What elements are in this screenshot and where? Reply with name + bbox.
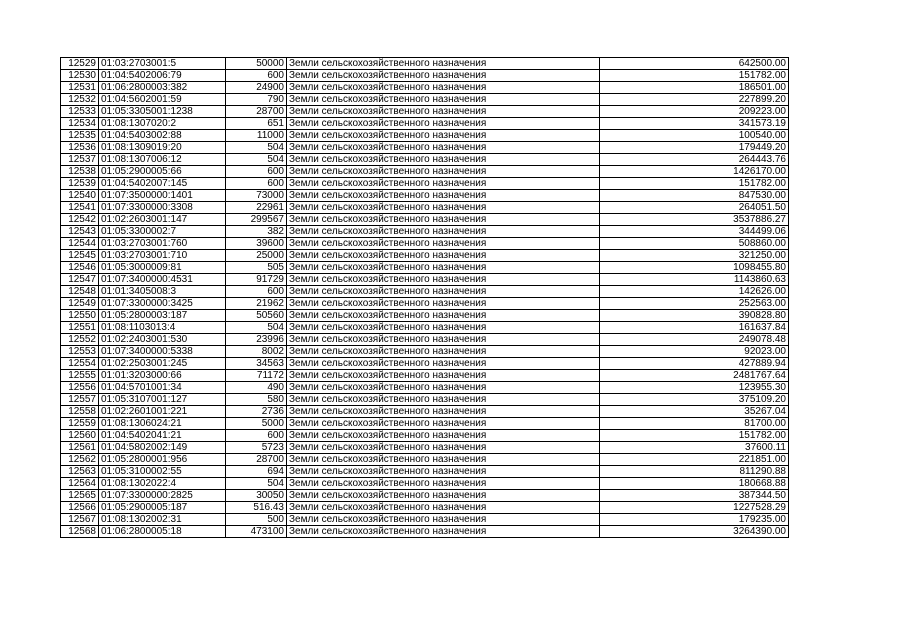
cadastral-number: 01:02:2403001:530 xyxy=(99,334,226,346)
record-number: 12560 xyxy=(61,430,99,442)
land-category: Земли сельскохозяйственного назначения xyxy=(287,250,600,262)
area-cell: 651 xyxy=(226,118,287,130)
record-number: 12552 xyxy=(61,334,99,346)
cadastral-number: 01:05:3000009:81 xyxy=(99,262,226,274)
area-cell: 504 xyxy=(226,154,287,166)
cadastral-value: 811290.88 xyxy=(600,466,789,478)
cadastral-value: 179449.20 xyxy=(600,142,789,154)
cadastral-number: 01:06:2800005:18 xyxy=(99,526,226,538)
cadastral-number: 01:06:2800003:382 xyxy=(99,82,226,94)
land-category: Земли сельскохозяйственного назначения xyxy=(287,202,600,214)
table-row xyxy=(61,70,789,82)
land-category: Земли сельскохозяйственного назначения xyxy=(287,130,600,142)
cadastral-number: 01:04:5802002:149 xyxy=(99,442,226,454)
record-number: 12568 xyxy=(61,526,99,538)
area-cell: 8002 xyxy=(226,346,287,358)
cadastral-value: 1098455.80 xyxy=(600,262,789,274)
table-row xyxy=(61,514,789,526)
area-cell: 21962 xyxy=(226,298,287,310)
cadastral-value: 161637.84 xyxy=(600,322,789,334)
record-number: 12563 xyxy=(61,466,99,478)
cadastral-number: 01:04:5403002:88 xyxy=(99,130,226,142)
land-category: Земли сельскохозяйственного назначения xyxy=(287,466,600,478)
record-number: 12532 xyxy=(61,94,99,106)
land-category: Земли сельскохозяйственного назначения xyxy=(287,370,600,382)
area-cell: 500 xyxy=(226,514,287,526)
land-category: Земли сельскохозяйственного назначения xyxy=(287,502,600,514)
area-cell: 73000 xyxy=(226,190,287,202)
table-row xyxy=(61,394,789,406)
area-cell: 600 xyxy=(226,178,287,190)
cadastral-number: 01:08:1307006:12 xyxy=(99,154,226,166)
record-number: 12540 xyxy=(61,190,99,202)
land-category: Земли сельскохозяйственного назначения xyxy=(287,274,600,286)
land-category: Земли сельскохозяйственного назначения xyxy=(287,514,600,526)
area-cell: 30050 xyxy=(226,490,287,502)
cadastral-number: 01:07:3300000:3425 xyxy=(99,298,226,310)
land-category: Земли сельскохозяйственного назначения xyxy=(287,166,600,178)
record-number: 12554 xyxy=(61,358,99,370)
table-row xyxy=(61,490,789,502)
record-number: 12544 xyxy=(61,238,99,250)
table-row xyxy=(61,322,789,334)
table-row xyxy=(61,382,789,394)
area-cell: 23996 xyxy=(226,334,287,346)
record-number: 12534 xyxy=(61,118,99,130)
table-row xyxy=(61,274,789,286)
cadastral-number: 01:01:3203000:66 xyxy=(99,370,226,382)
cadastral-value: 151782.00 xyxy=(600,430,789,442)
table-row xyxy=(61,478,789,490)
table-row xyxy=(61,358,789,370)
land-category: Земли сельскохозяйственного назначения xyxy=(287,214,600,226)
record-number: 12566 xyxy=(61,502,99,514)
cadastral-value: 321250.00 xyxy=(600,250,789,262)
record-number: 12549 xyxy=(61,298,99,310)
area-cell: 790 xyxy=(226,94,287,106)
record-number: 12537 xyxy=(61,154,99,166)
cadastral-value: 1143860.63 xyxy=(600,274,789,286)
record-number: 12553 xyxy=(61,346,99,358)
cadastral-value: 1227528.29 xyxy=(600,502,789,514)
land-category: Земли сельскохозяйственного назначения xyxy=(287,322,600,334)
cadastral-value: 375109.20 xyxy=(600,394,789,406)
table-row xyxy=(61,334,789,346)
record-number: 12558 xyxy=(61,406,99,418)
area-cell: 505 xyxy=(226,262,287,274)
cadastral-value: 186501.00 xyxy=(600,82,789,94)
table-row xyxy=(61,406,789,418)
area-cell: 600 xyxy=(226,70,287,82)
area-cell: 39600 xyxy=(226,238,287,250)
area-cell: 473100 xyxy=(226,526,287,538)
table-row xyxy=(61,262,789,274)
land-category: Земли сельскохозяйственного назначения xyxy=(287,298,600,310)
cadastral-number: 01:05:2900005:187 xyxy=(99,502,226,514)
land-category: Земли сельскохозяйственного назначения xyxy=(287,94,600,106)
area-cell: 600 xyxy=(226,430,287,442)
record-number: 12530 xyxy=(61,70,99,82)
cadastral-value: 847530.00 xyxy=(600,190,789,202)
land-category: Земли сельскохозяйственного назначения xyxy=(287,154,600,166)
cadastral-value: 179235.00 xyxy=(600,514,789,526)
cadastral-value: 264051.50 xyxy=(600,202,789,214)
cadastral-value: 3537886.27 xyxy=(600,214,789,226)
land-category: Земли сельскохозяйственного назначения xyxy=(287,418,600,430)
table-row xyxy=(61,466,789,478)
cadastral-value: 81700.00 xyxy=(600,418,789,430)
land-category: Земли сельскохозяйственного назначения xyxy=(287,70,600,82)
area-cell: 516.43 xyxy=(226,502,287,514)
cadastral-number: 01:03:2703001:5 xyxy=(99,58,226,70)
area-cell: 490 xyxy=(226,382,287,394)
cadastral-value: 151782.00 xyxy=(600,70,789,82)
cadastral-value: 249078.48 xyxy=(600,334,789,346)
table-row xyxy=(61,250,789,262)
area-cell: 504 xyxy=(226,478,287,490)
record-number: 12562 xyxy=(61,454,99,466)
table-row xyxy=(61,118,789,130)
table-row xyxy=(61,94,789,106)
cadastral-number: 01:02:2503001:245 xyxy=(99,358,226,370)
table-row xyxy=(61,430,789,442)
record-number: 12535 xyxy=(61,130,99,142)
record-number: 12548 xyxy=(61,286,99,298)
cadastral-number: 01:08:1302002:31 xyxy=(99,514,226,526)
area-cell: 34563 xyxy=(226,358,287,370)
land-category: Земли сельскохозяйственного назначения xyxy=(287,430,600,442)
cadastral-value: 92023.00 xyxy=(600,346,789,358)
table-row xyxy=(61,418,789,430)
cadastral-value: 1426170.00 xyxy=(600,166,789,178)
cadastral-number: 01:08:1103013:4 xyxy=(99,322,226,334)
table-row xyxy=(61,130,789,142)
table-row xyxy=(61,214,789,226)
record-number: 12546 xyxy=(61,262,99,274)
cadastral-number: 01:03:2703001:760 xyxy=(99,238,226,250)
table-row xyxy=(61,166,789,178)
cadastral-number: 01:08:1306024:21 xyxy=(99,418,226,430)
land-parcel-table xyxy=(60,57,789,538)
land-category: Земли сельскохозяйственного назначения xyxy=(287,238,600,250)
record-number: 12541 xyxy=(61,202,99,214)
cadastral-value: 344499.06 xyxy=(600,226,789,238)
table-row xyxy=(61,442,789,454)
cadastral-number: 01:04:5602001:59 xyxy=(99,94,226,106)
area-cell: 28700 xyxy=(226,106,287,118)
area-cell: 504 xyxy=(226,142,287,154)
area-cell: 25000 xyxy=(226,250,287,262)
area-cell: 504 xyxy=(226,322,287,334)
record-number: 12538 xyxy=(61,166,99,178)
record-number: 12557 xyxy=(61,394,99,406)
cadastral-value: 180668.88 xyxy=(600,478,789,490)
area-cell: 600 xyxy=(226,286,287,298)
cadastral-value: 100540.00 xyxy=(600,130,789,142)
table-row xyxy=(61,106,789,118)
cadastral-value: 2481767.64 xyxy=(600,370,789,382)
area-cell: 50000 xyxy=(226,58,287,70)
record-number: 12565 xyxy=(61,490,99,502)
table-row xyxy=(61,286,789,298)
table-row xyxy=(61,190,789,202)
land-category: Земли сельскохозяйственного назначения xyxy=(287,346,600,358)
cadastral-value: 123955.30 xyxy=(600,382,789,394)
cadastral-number: 01:04:5701001:34 xyxy=(99,382,226,394)
record-number: 12559 xyxy=(61,418,99,430)
record-number: 12547 xyxy=(61,274,99,286)
table-row xyxy=(61,238,789,250)
cadastral-value: 35267.04 xyxy=(600,406,789,418)
land-category: Земли сельскохозяйственного назначения xyxy=(287,190,600,202)
area-cell: 382 xyxy=(226,226,287,238)
table-row xyxy=(61,178,789,190)
cadastral-number: 01:07:3300000:3308 xyxy=(99,202,226,214)
cadastral-value: 387344.50 xyxy=(600,490,789,502)
cadastral-number: 01:04:5402041:21 xyxy=(99,430,226,442)
cadastral-number: 01:07:3500000:1401 xyxy=(99,190,226,202)
cadastral-number: 01:05:2800003:187 xyxy=(99,310,226,322)
land-category: Земли сельскохозяйственного назначения xyxy=(287,226,600,238)
land-category: Земли сельскохозяйственного назначения xyxy=(287,310,600,322)
record-number: 12539 xyxy=(61,178,99,190)
cadastral-number: 01:05:3305001:1238 xyxy=(99,106,226,118)
cadastral-value: 264443.76 xyxy=(600,154,789,166)
area-cell: 50560 xyxy=(226,310,287,322)
table-row xyxy=(61,526,789,538)
cadastral-value: 221851.00 xyxy=(600,454,789,466)
cadastral-number: 01:05:3100002:55 xyxy=(99,466,226,478)
land-category: Земли сельскохозяйственного назначения xyxy=(287,118,600,130)
cadastral-value: 151782.00 xyxy=(600,178,789,190)
area-cell: 91729 xyxy=(226,274,287,286)
land-category: Земли сельскохозяйственного назначения xyxy=(287,394,600,406)
table-row xyxy=(61,202,789,214)
table-row xyxy=(61,370,789,382)
land-category: Земли сельскохозяйственного назначения xyxy=(287,262,600,274)
table-row xyxy=(61,226,789,238)
table-row xyxy=(61,346,789,358)
land-category: Земли сельскохозяйственного назначения xyxy=(287,58,600,70)
cadastral-number: 01:05:2800001:956 xyxy=(99,454,226,466)
cadastral-number: 01:05:3107001:127 xyxy=(99,394,226,406)
record-number: 12564 xyxy=(61,478,99,490)
cadastral-number: 01:02:2603001:147 xyxy=(99,214,226,226)
land-category: Земли сельскохозяйственного назначения xyxy=(287,142,600,154)
record-number: 12536 xyxy=(61,142,99,154)
record-number: 12533 xyxy=(61,106,99,118)
table-row xyxy=(61,310,789,322)
record-number: 12555 xyxy=(61,370,99,382)
cadastral-value: 37600.11 xyxy=(600,442,789,454)
cadastral-value: 3264390.00 xyxy=(600,526,789,538)
cadastral-value: 390828.80 xyxy=(600,310,789,322)
record-number: 12531 xyxy=(61,82,99,94)
cadastral-number: 01:02:2601001:221 xyxy=(99,406,226,418)
cadastral-number: 01:04:5402007:145 xyxy=(99,178,226,190)
area-cell: 299567 xyxy=(226,214,287,226)
land-category: Земли сельскохозяйственного назначения xyxy=(287,454,600,466)
table-body xyxy=(61,58,789,538)
area-cell: 71172 xyxy=(226,370,287,382)
cadastral-value: 427889.94 xyxy=(600,358,789,370)
cadastral-value: 341573.19 xyxy=(600,118,789,130)
table-row xyxy=(61,298,789,310)
land-category: Земли сельскохозяйственного назначения xyxy=(287,82,600,94)
record-number: 12567 xyxy=(61,514,99,526)
record-number: 12556 xyxy=(61,382,99,394)
cadastral-value: 642500.00 xyxy=(600,58,789,70)
record-number: 12543 xyxy=(61,226,99,238)
area-cell: 600 xyxy=(226,166,287,178)
land-category: Земли сельскохозяйственного назначения xyxy=(287,442,600,454)
record-number: 12542 xyxy=(61,214,99,226)
cadastral-value: 227899.20 xyxy=(600,94,789,106)
table-row xyxy=(61,142,789,154)
cadastral-value: 209223.00 xyxy=(600,106,789,118)
area-cell: 580 xyxy=(226,394,287,406)
table-row xyxy=(61,154,789,166)
area-cell: 11000 xyxy=(226,130,287,142)
cadastral-value: 142626.00 xyxy=(600,286,789,298)
area-cell: 24900 xyxy=(226,82,287,94)
land-category: Земли сельскохозяйственного назначения xyxy=(287,490,600,502)
table-row xyxy=(61,454,789,466)
record-number: 12561 xyxy=(61,442,99,454)
land-category: Земли сельскохозяйственного назначения xyxy=(287,178,600,190)
cadastral-number: 01:03:2703001:710 xyxy=(99,250,226,262)
land-category: Земли сельскохозяйственного назначения xyxy=(287,358,600,370)
cadastral-number: 01:01:3405008:3 xyxy=(99,286,226,298)
cadastral-number: 01:07:3300000:2825 xyxy=(99,490,226,502)
record-number: 12545 xyxy=(61,250,99,262)
table-row xyxy=(61,502,789,514)
record-number: 12529 xyxy=(61,58,99,70)
area-cell: 5723 xyxy=(226,442,287,454)
cadastral-number: 01:08:1309019:20 xyxy=(99,142,226,154)
area-cell: 5000 xyxy=(226,418,287,430)
land-category: Земли сельскохозяйственного назначения xyxy=(287,382,600,394)
land-category: Земли сельскохозяйственного назначения xyxy=(287,106,600,118)
cadastral-number: 01:04:5402006:79 xyxy=(99,70,226,82)
cadastral-number: 01:08:1302022:4 xyxy=(99,478,226,490)
land-category: Земли сельскохозяйственного назначения xyxy=(287,406,600,418)
cadastral-value: 252563.00 xyxy=(600,298,789,310)
cadastral-number: 01:08:1307020:2 xyxy=(99,118,226,130)
record-number: 12550 xyxy=(61,310,99,322)
area-cell: 2736 xyxy=(226,406,287,418)
area-cell: 22961 xyxy=(226,202,287,214)
land-category: Земли сельскохозяйственного назначения xyxy=(287,478,600,490)
land-category: Земли сельскохозяйственного назначения xyxy=(287,334,600,346)
land-category: Земли сельскохозяйственного назначения xyxy=(287,526,600,538)
table-row xyxy=(61,58,789,70)
record-number: 12551 xyxy=(61,322,99,334)
cadastral-value: 508860.00 xyxy=(600,238,789,250)
table-row xyxy=(61,82,789,94)
cadastral-number: 01:05:3300002:7 xyxy=(99,226,226,238)
cadastral-number: 01:07:3400000:5338 xyxy=(99,346,226,358)
cadastral-number: 01:07:3400000:4531 xyxy=(99,274,226,286)
area-cell: 28700 xyxy=(226,454,287,466)
land-category: Земли сельскохозяйственного назначения xyxy=(287,286,600,298)
area-cell: 694 xyxy=(226,466,287,478)
cadastral-number: 01:05:2900005:66 xyxy=(99,166,226,178)
